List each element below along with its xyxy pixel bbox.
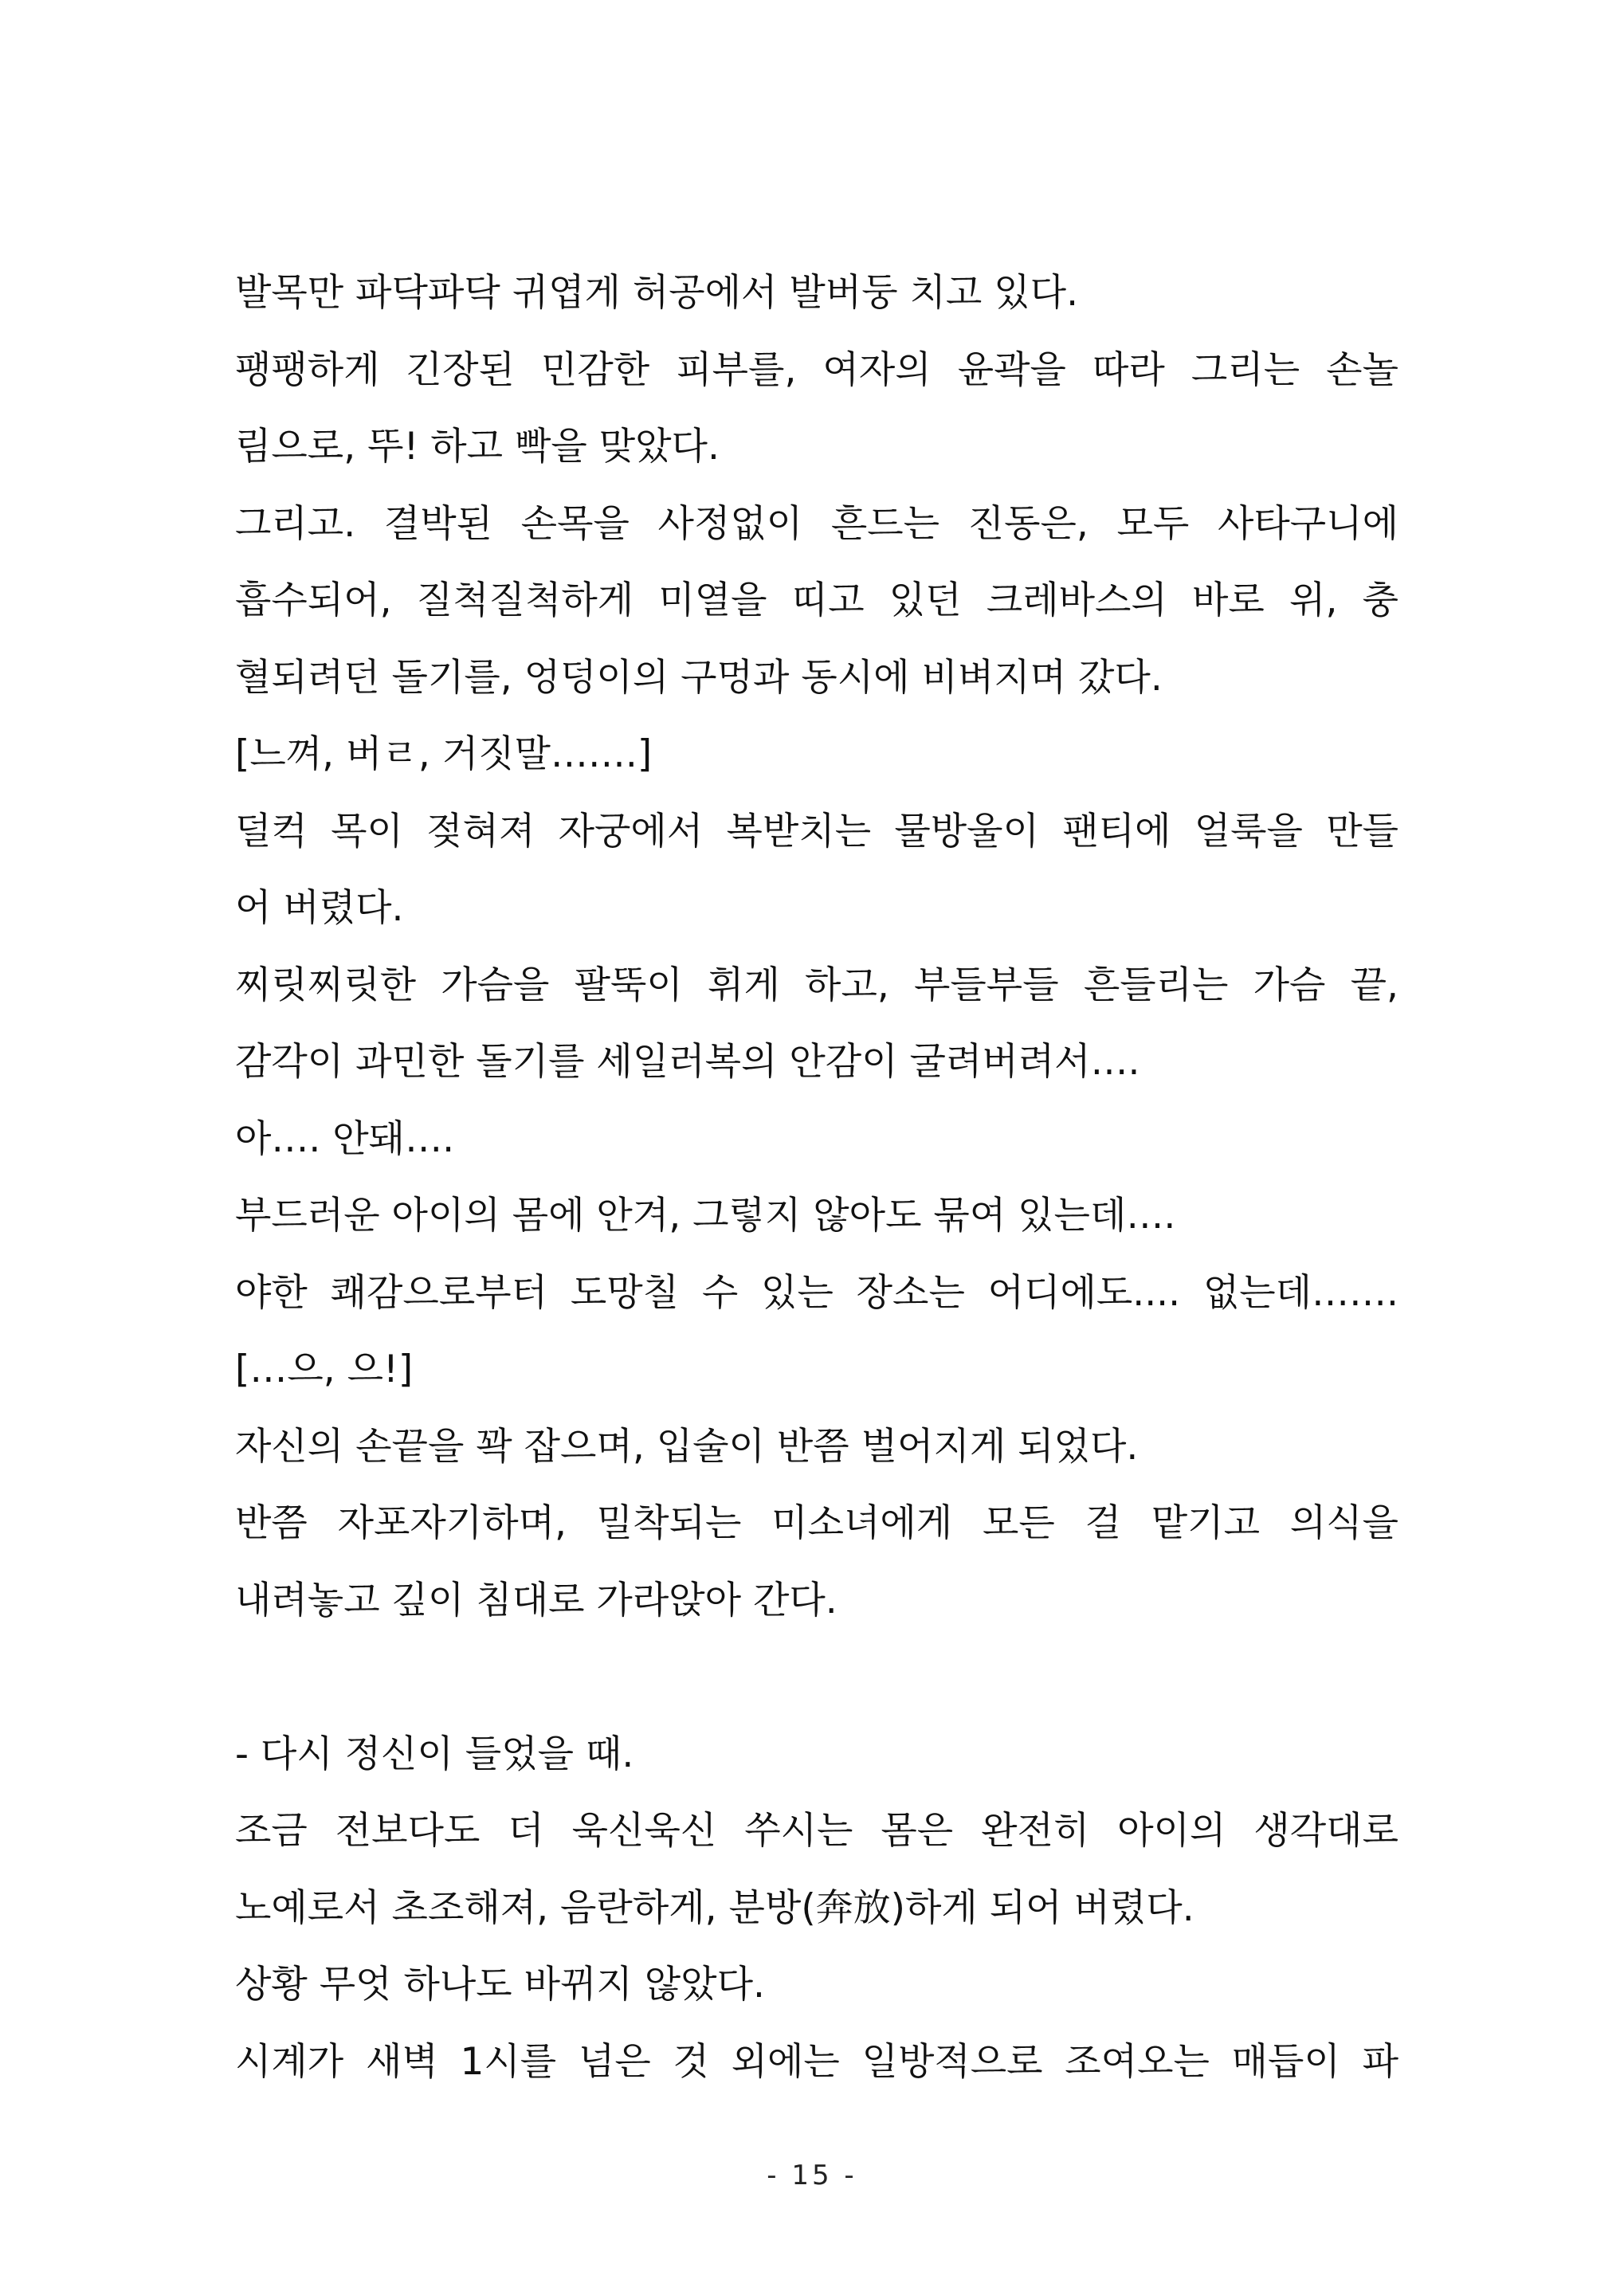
text-line: 야한 쾌감으로부터 도망칠 수 있는 장소는 어디에도.... 없는데…….	[235, 1270, 1398, 1315]
text-line: 노예로서 초조해져, 음란하게, 분방(奔放)하게 되어 버렸다.	[235, 1885, 1194, 1930]
text-line: 감각이 과민한 돌기를 세일러복의 안감이 굴려버려서….	[235, 1040, 1140, 1084]
page-number: - 15 -	[767, 2160, 857, 2191]
text-line: 팽팽하게 긴장된 민감한 피부를, 여자의 윤곽을 따라 그리는 손놀	[235, 347, 1398, 392]
text-line: - 다시 정신이 들었을 때.	[235, 1732, 634, 1776]
text-line: 찌릿찌릿한 가슴을 팔뚝이 휘게 하고, 부들부들 흔들리는 가슴 끝,	[235, 963, 1398, 1007]
text-line: 반쯤 자포자기하며, 밀착되는 미소녀에게 모든 걸 맡기고 의식을	[235, 1501, 1398, 1545]
text-line: 혈되려던 돌기를, 엉덩이의 구멍과 동시에 비벼지며 갔다.	[235, 655, 1163, 700]
blank-line	[235, 1647, 1398, 1724]
text-line: 자신의 손끝을 꽉 잡으며, 입술이 반쯤 벌어지게 되었다.	[235, 1424, 1139, 1469]
text-line: [느껴, 버ㄹ, 거짓말…….]	[235, 732, 653, 776]
text-line: 그리고. 결박된 손목을 사정없이 흔드는 진동은, 모두 사타구니에	[235, 501, 1398, 546]
body-text	[235, 263, 1398, 2109]
text-line: 발목만 파닥파닥 귀엽게 허공에서 발버둥 치고 있다.	[235, 271, 1079, 315]
text-line: 림으로, 뚜! 하고 빡을 맞았다.	[235, 425, 720, 469]
text-line: 부드러운 아이의 몸에 안겨, 그렇지 않아도 묶여 있는데….	[235, 1194, 1176, 1238]
text-line: 아…. 안돼….	[235, 1116, 455, 1161]
text-line: […으, 으!]	[235, 1348, 414, 1391]
text-line: 흡수되어, 질척질척하게 미열을 띠고 있던 크레바스의 바로 위, 충	[235, 579, 1398, 622]
text-line: 조금 전보다도 더 욱신욱신 쑤시는 몸은 완전히 아이의 생각대로	[235, 1809, 1398, 1853]
text-line: 내려놓고 깊이 침대로 가라앉아 간다.	[235, 1578, 837, 1622]
text-line: 시계가 새벽 1시를 넘은 것 외에는 일방적으로 조여오는 매듭이 파	[235, 2039, 1398, 2084]
text-line: 덜컥 목이 젖혀져 자궁에서 복받치는 물방울이 팬티에 얼룩을 만들	[235, 809, 1398, 853]
text-line: 어 버렸다.	[235, 886, 404, 930]
text-line: 상황 무엇 하나도 바뀌지 않았다.	[235, 1963, 765, 2007]
